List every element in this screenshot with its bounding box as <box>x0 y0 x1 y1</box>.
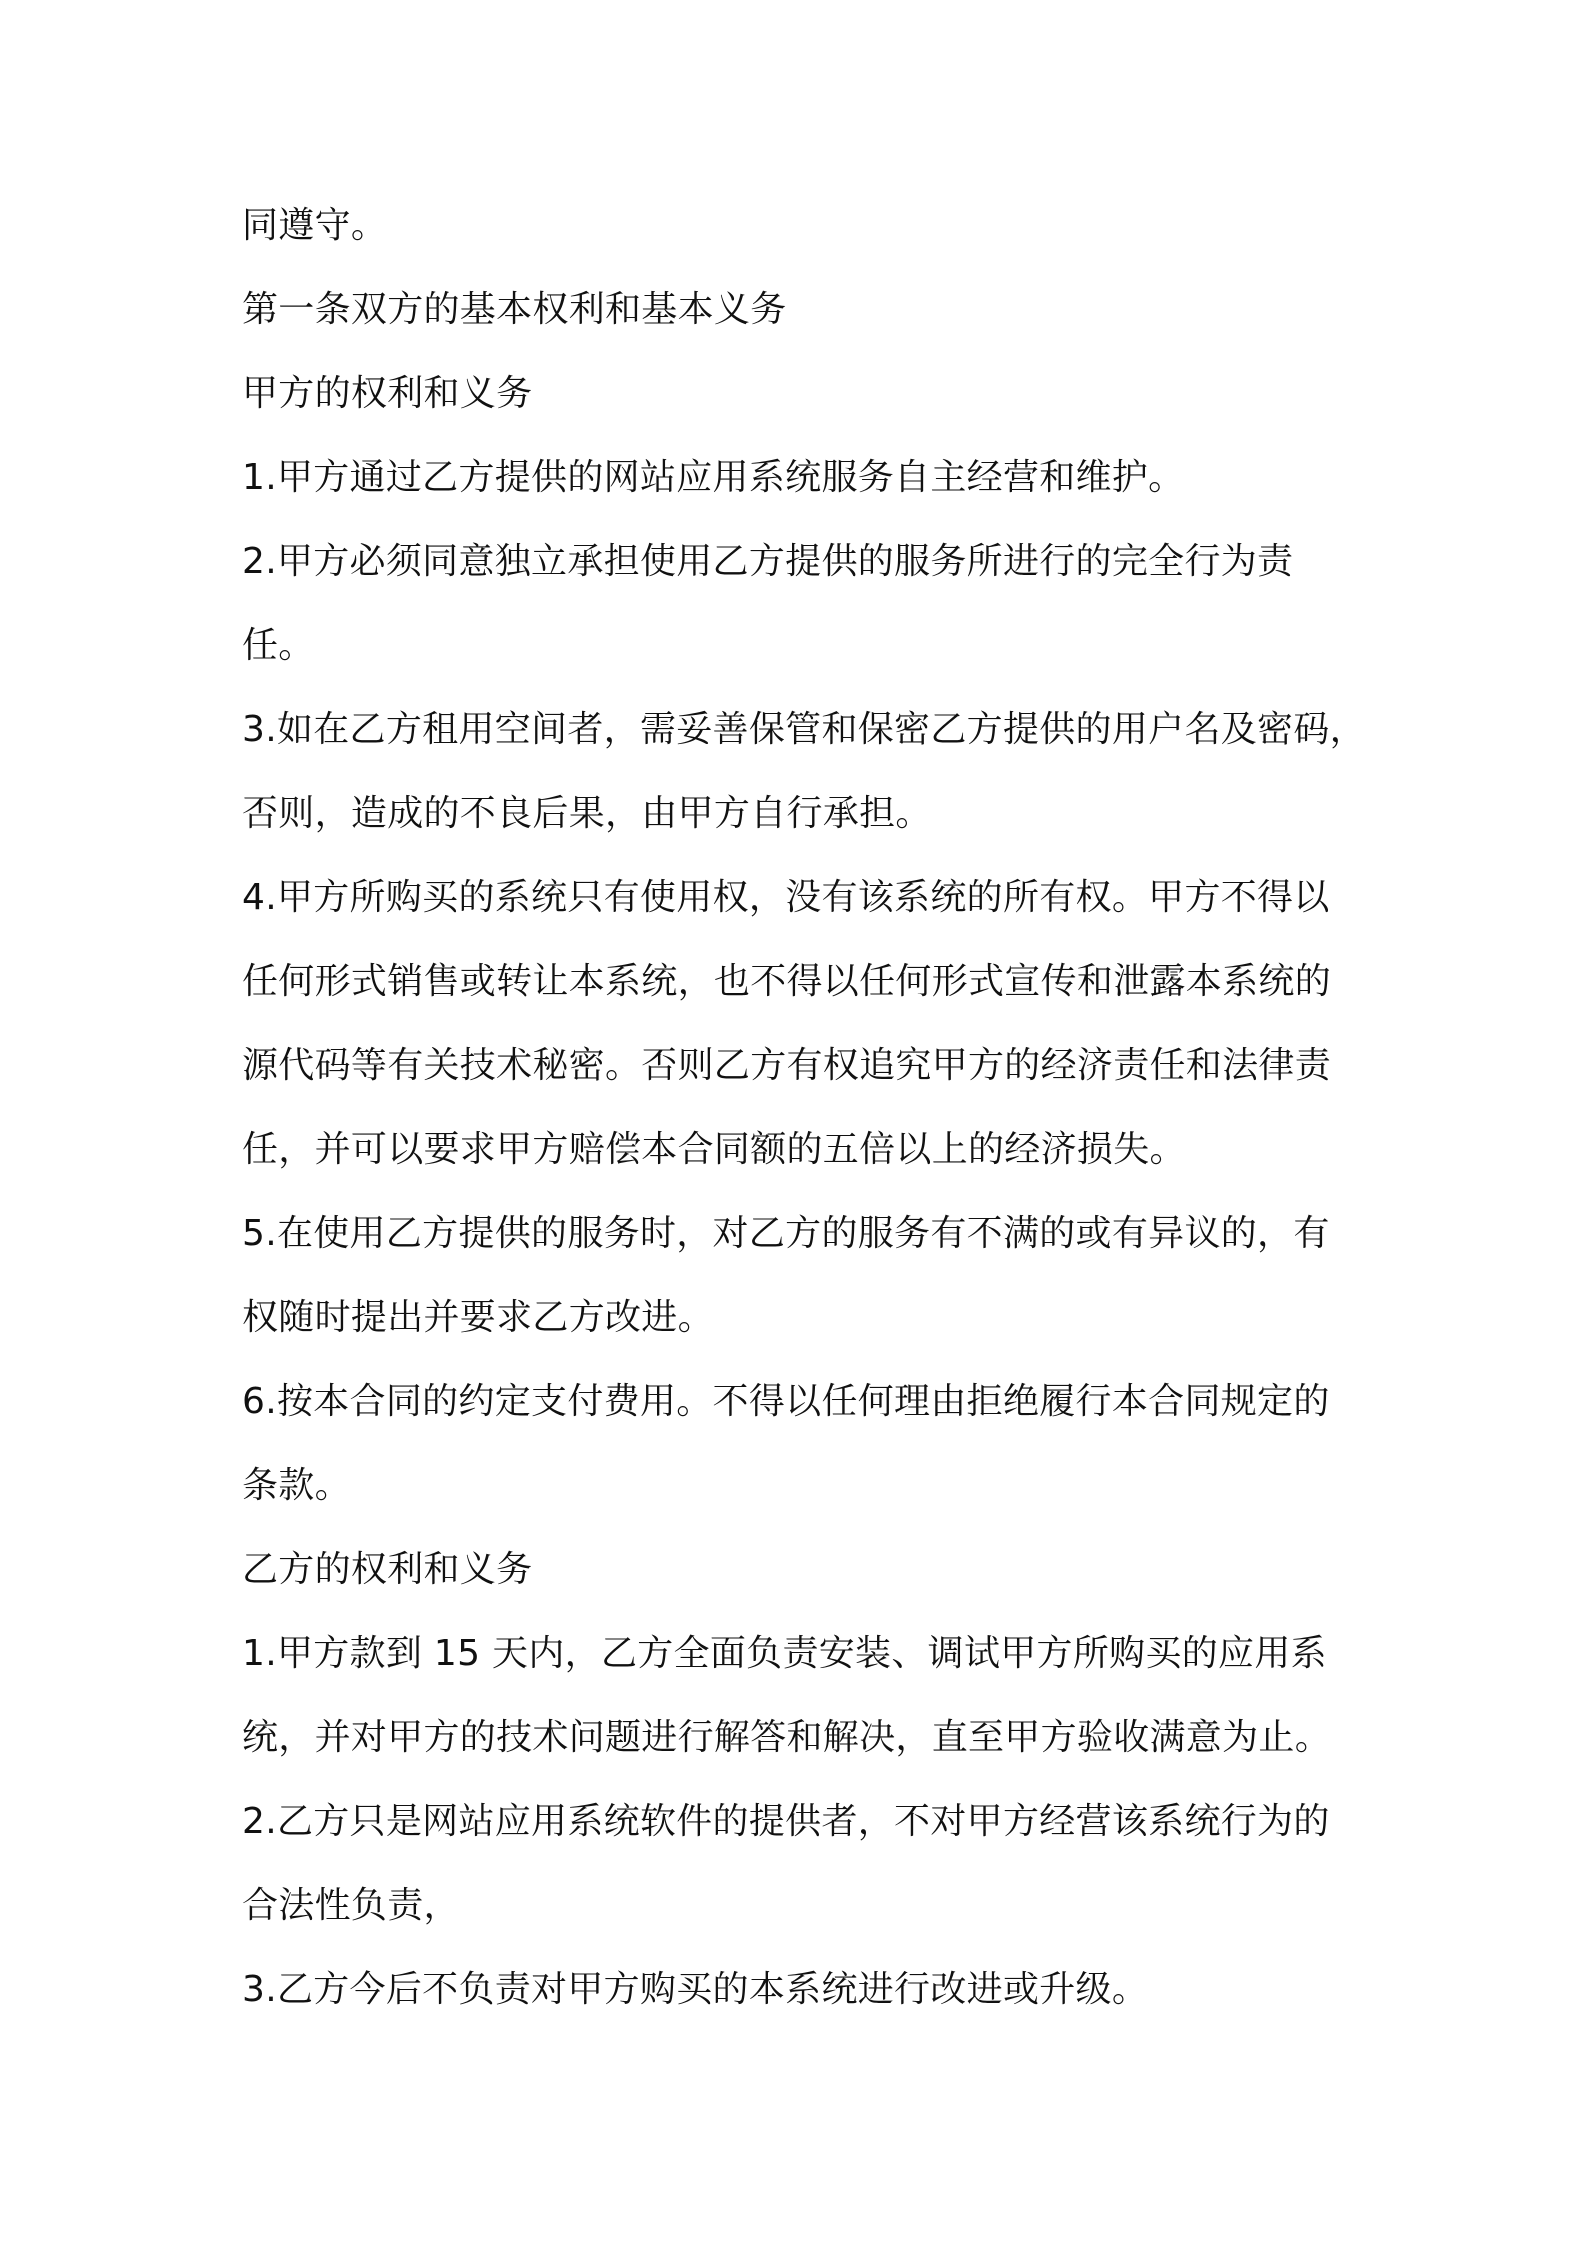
text-line: 第一条双方的基本权利和基本义务 <box>242 289 787 330</box>
text-line: 任。 <box>242 625 315 666</box>
clause-a-5 <box>242 1192 1392 1360</box>
text-line: 任，并可以要求甲方赔偿本合同额的五倍以上的经济损失。 <box>242 1129 1186 1170</box>
clause-a-4 <box>242 856 1392 1192</box>
clause-a-2 <box>242 520 1392 688</box>
text-line: 1.甲方通过乙方提供的网站应用系统服务自主经营和维护。 <box>242 457 1185 498</box>
clause-a-3 <box>242 688 1392 856</box>
text-line: 否则，造成的不良后果，由甲方自行承担。 <box>242 793 932 834</box>
document-body <box>242 184 1392 2032</box>
clause-a-6 <box>242 1360 1392 1528</box>
text-line: 5.在使用乙方提供的服务时，对乙方的服务有不满的或有异议的，有 <box>242 1213 1330 1254</box>
text-line: 乙方的权利和义务 <box>242 1549 533 1590</box>
text-line: 1.甲方款到 15 天内，乙方全面负责安装、调试甲方所购买的应用系 <box>242 1633 1327 1674</box>
subsection-heading-party-a <box>242 352 1392 436</box>
text-line: 甲方的权利和义务 <box>242 373 533 414</box>
text-line: 2.乙方只是网站应用系统软件的提供者，不对甲方经营该系统行为的 <box>242 1801 1330 1842</box>
section-heading <box>242 268 1392 352</box>
text-line: 3.乙方今后不负责对甲方购买的本系统进行改进或升级。 <box>242 1969 1149 2010</box>
text-line: 3.如在乙方租用空间者，需妥善保管和保密乙方提供的用户名及密码， <box>242 709 1366 750</box>
clause-b-2 <box>242 1780 1392 1948</box>
clause-b-1 <box>242 1612 1392 1780</box>
text-line: 同遵守。 <box>242 205 388 246</box>
text-line: 权随时提出并要求乙方改进。 <box>242 1297 714 1338</box>
text-line: 合法性负责， <box>242 1885 460 1926</box>
clause-b-3 <box>242 1948 1392 2032</box>
text-line: 6.按本合同的约定支付费用。不得以任何理由拒绝履行本合同规定的 <box>242 1381 1330 1422</box>
text-line: 统，并对甲方的技术问题进行解答和解决，直至甲方验收满意为止。 <box>242 1717 1332 1758</box>
text-line: 2.甲方必须同意独立承担使用乙方提供的服务所进行的完全行为责 <box>242 541 1294 582</box>
text-line: 条款。 <box>242 1465 351 1506</box>
text-line: 4.甲方所购买的系统只有使用权，没有该系统的所有权。甲方不得以 <box>242 877 1330 918</box>
clause-a-1 <box>242 436 1392 520</box>
paragraph-continuation <box>242 184 1392 268</box>
text-line: 源代码等有关技术秘密。否则乙方有权追究甲方的经济责任和法律责 <box>242 1045 1332 1086</box>
text-line: 任何形式销售或转让本系统，也不得以任何形式宣传和泄露本系统的 <box>242 961 1332 1002</box>
subsection-heading-party-b <box>242 1528 1392 1612</box>
